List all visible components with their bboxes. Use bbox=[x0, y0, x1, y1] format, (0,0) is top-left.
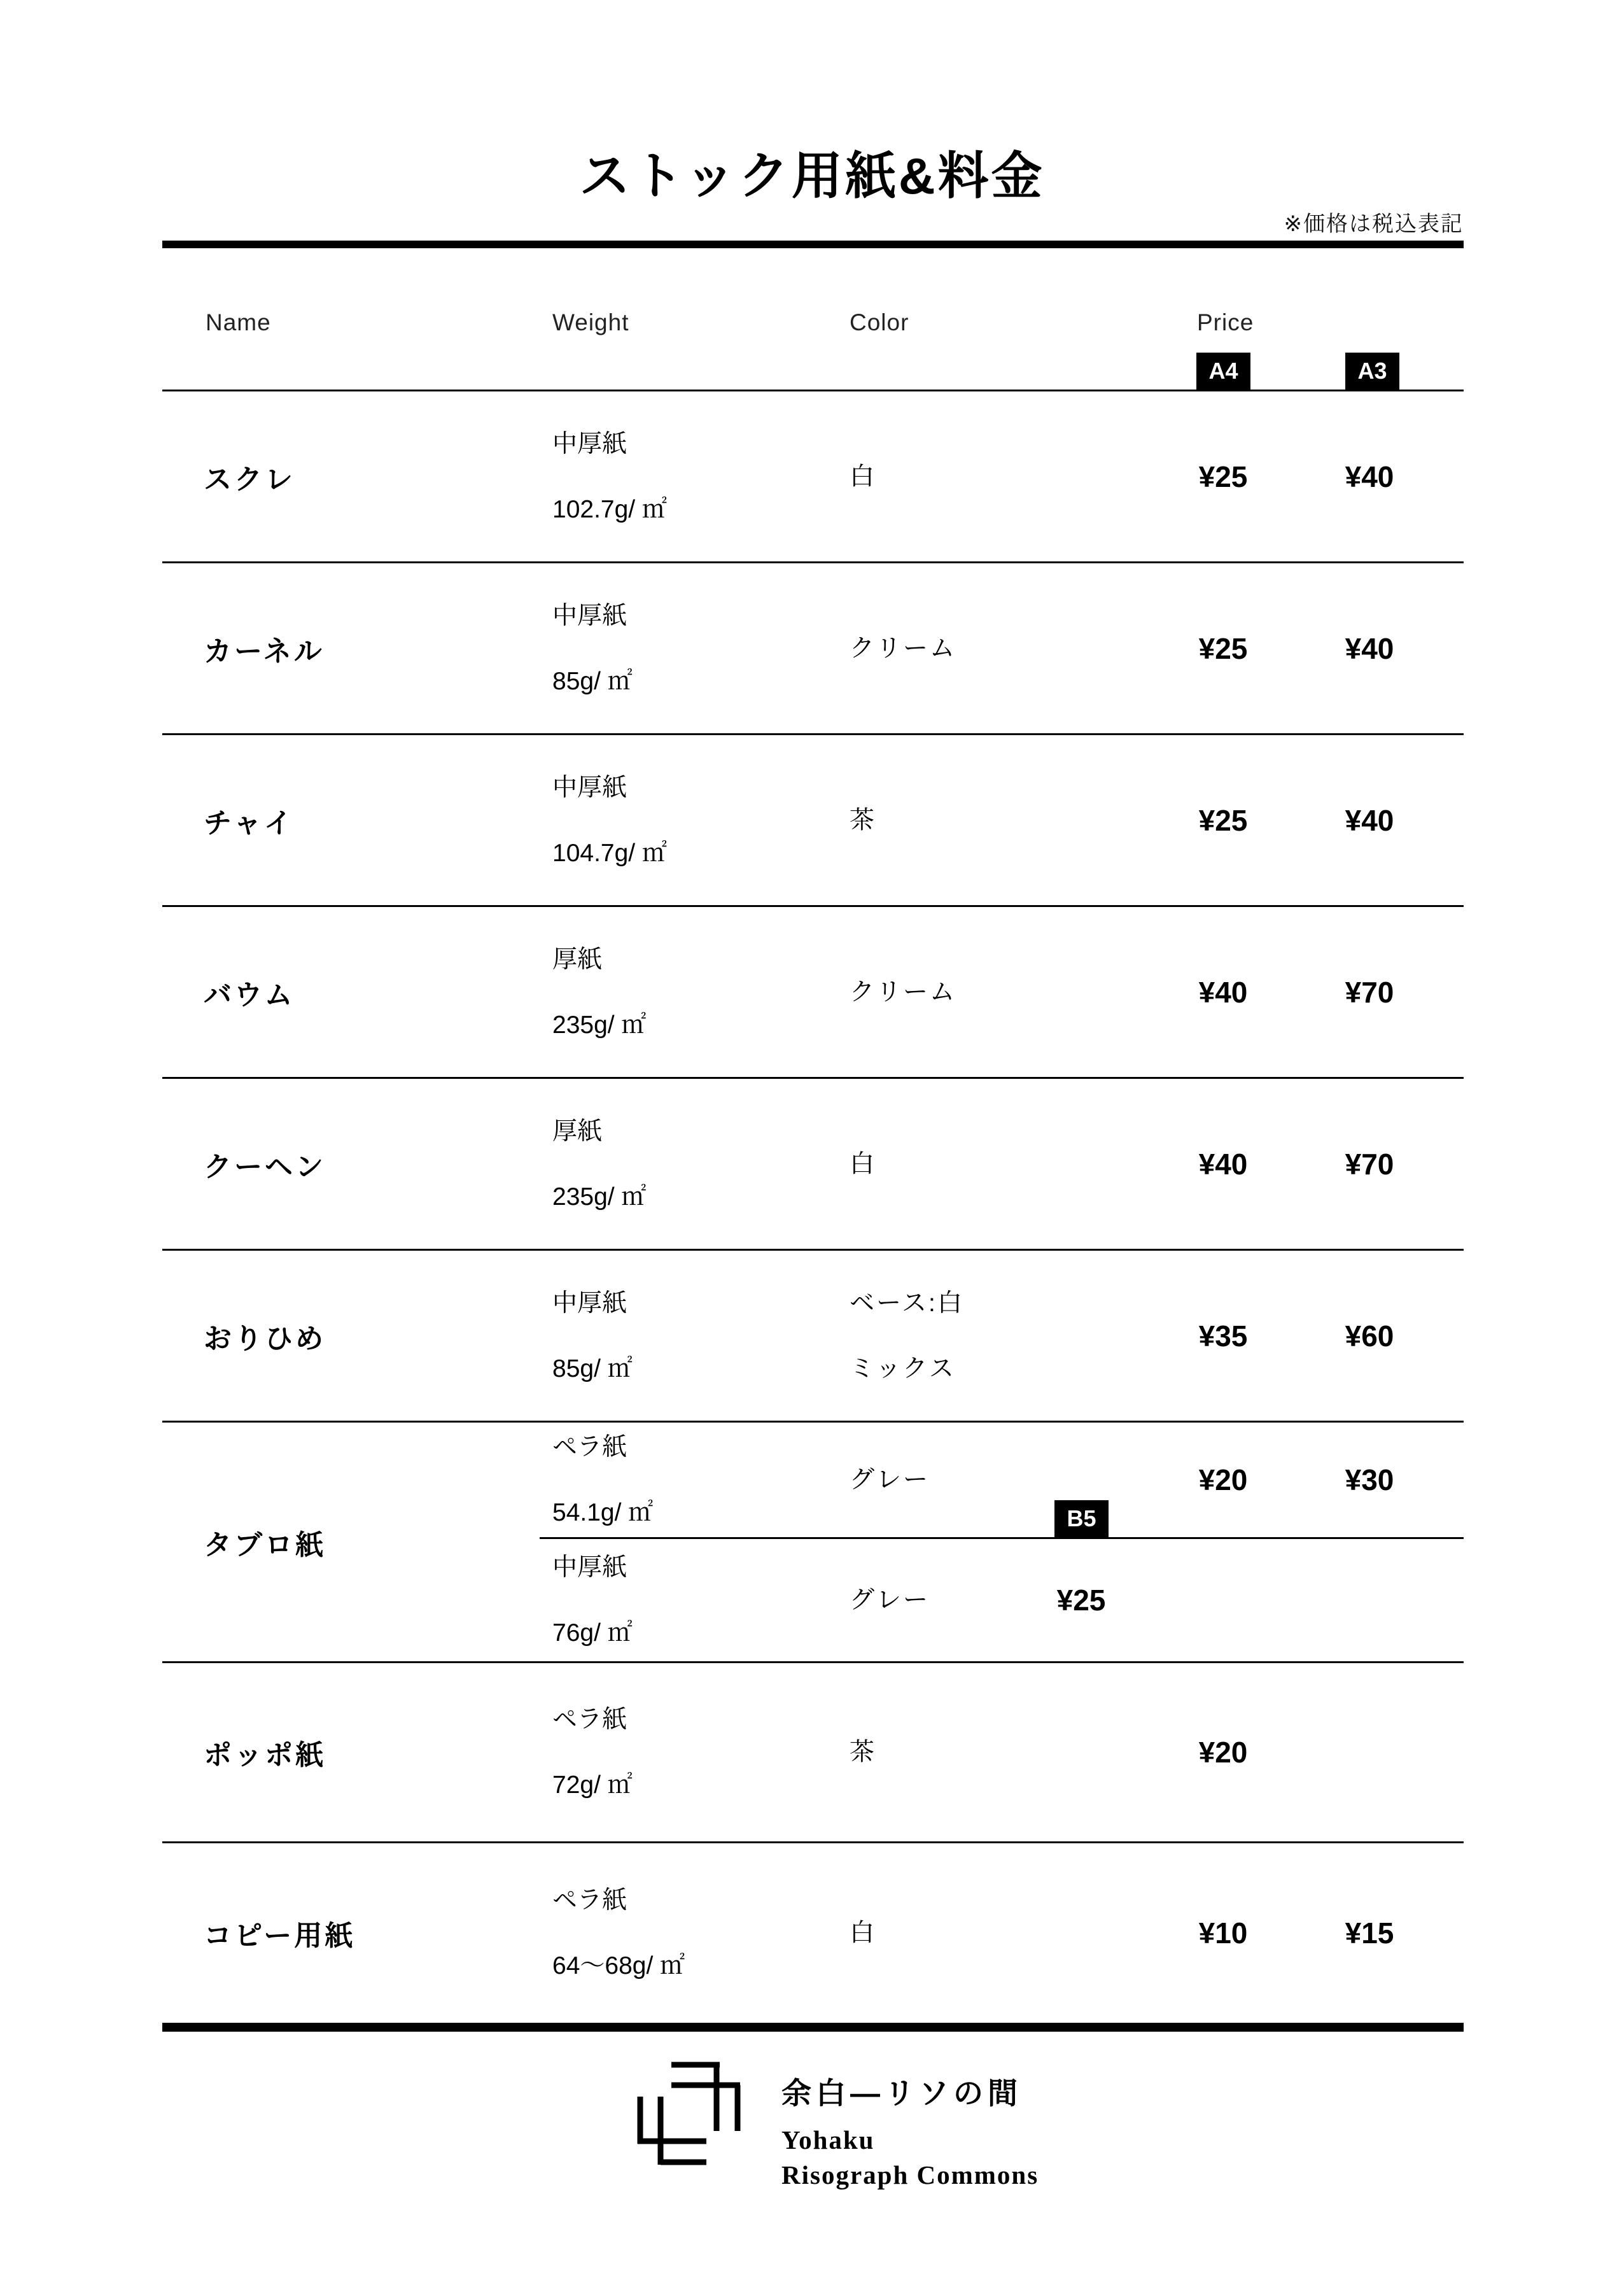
color-cell bbox=[850, 1468, 930, 1493]
table-row bbox=[162, 1663, 1464, 1843]
weight-value: 85g/ ㎡ bbox=[552, 667, 633, 695]
color-value: 白 bbox=[850, 1919, 877, 1947]
weight-type: ペラ紙 bbox=[552, 1706, 627, 1733]
weight-type: ペラ紙 bbox=[552, 1433, 627, 1461]
paper-name: タブロ紙 bbox=[204, 1529, 326, 1561]
weight-cell bbox=[552, 1555, 633, 1645]
color-cell bbox=[850, 1588, 930, 1613]
footer-logo bbox=[636, 2061, 1120, 2207]
table-row bbox=[162, 563, 1464, 735]
price-a4: ¥25 bbox=[1198, 803, 1248, 837]
price-a3: ¥60 bbox=[1345, 1319, 1394, 1353]
table-row bbox=[162, 735, 1464, 907]
color-value: クリーム bbox=[850, 978, 957, 1006]
weight-value: 102.7g/ ㎡ bbox=[552, 495, 667, 523]
yohaku-logo-mark-icon bbox=[636, 2061, 743, 2168]
column-header-price: Price bbox=[1197, 309, 1254, 335]
paper-name: クーヘン bbox=[204, 1151, 326, 1183]
weight-type: 中厚紙 bbox=[552, 601, 627, 629]
price-a4: ¥40 bbox=[1198, 975, 1248, 1009]
weight-cell bbox=[552, 1291, 633, 1381]
paper-name: コピー用紙 bbox=[204, 1920, 356, 1951]
weight-value: 235g/ ㎡ bbox=[552, 1011, 647, 1039]
color-cell bbox=[850, 1151, 876, 1176]
price-a3: ¥40 bbox=[1345, 460, 1394, 493]
weight-type: 中厚紙 bbox=[552, 773, 627, 801]
footer-logo-text bbox=[781, 2070, 1039, 2193]
price-a4: ¥40 bbox=[1198, 1147, 1248, 1181]
price-a3: ¥70 bbox=[1345, 1147, 1394, 1181]
color-cell bbox=[850, 464, 876, 489]
weight-type: 中厚紙 bbox=[552, 1554, 627, 1581]
column-header-name: Name bbox=[206, 309, 271, 335]
table-row bbox=[162, 1079, 1464, 1251]
weight-type: 中厚紙 bbox=[552, 430, 627, 458]
logo-title-en bbox=[781, 2123, 1039, 2193]
tablo-subrow-a bbox=[162, 1423, 1464, 1537]
price-a4: ¥20 bbox=[1198, 1463, 1248, 1496]
column-header-color: Color bbox=[850, 309, 909, 335]
column-header-weight: Weight bbox=[552, 309, 629, 335]
price-a4: ¥25 bbox=[1198, 460, 1248, 493]
weight-cell bbox=[552, 1435, 653, 1525]
weight-type: 厚紙 bbox=[552, 1117, 603, 1145]
size-badge-a4: A4 bbox=[1196, 353, 1250, 390]
page-title: ストック用紙&料金 bbox=[579, 148, 1045, 204]
table-row bbox=[162, 1251, 1464, 1423]
logo-en-line2: Risograph Commons bbox=[781, 2160, 1039, 2190]
price-a4: ¥20 bbox=[1198, 1736, 1248, 1769]
logo-en-line1: Yohaku bbox=[781, 2125, 875, 2155]
paper-name: カーネル bbox=[204, 635, 325, 667]
color-cell bbox=[850, 636, 956, 661]
color-cell bbox=[850, 1921, 876, 1946]
table-top-rule bbox=[162, 241, 1464, 248]
size-badge-b5: B5 bbox=[1054, 1500, 1109, 1537]
paper-name: おりひめ bbox=[204, 1323, 326, 1354]
weight-value: 72g/ ㎡ bbox=[552, 1771, 633, 1799]
weight-cell bbox=[552, 1119, 646, 1209]
weight-value: 85g/ ㎡ bbox=[552, 1354, 633, 1382]
price-a4: ¥10 bbox=[1198, 1916, 1248, 1950]
weight-value: 235g/ ㎡ bbox=[552, 1183, 647, 1211]
paper-name: チャイ bbox=[204, 807, 295, 839]
paper-name: ポッポ紙 bbox=[204, 1740, 326, 1771]
color-cell bbox=[850, 1740, 876, 1765]
weight-cell bbox=[552, 432, 667, 522]
price-a3: ¥40 bbox=[1345, 631, 1394, 665]
weight-type: 中厚紙 bbox=[552, 1289, 627, 1317]
color-cell bbox=[850, 1291, 964, 1381]
table-row bbox=[162, 907, 1464, 1079]
price-a3: ¥40 bbox=[1345, 803, 1394, 837]
color-value: クリーム bbox=[850, 635, 957, 662]
color-value: グレー bbox=[850, 1586, 930, 1614]
color-cell bbox=[850, 980, 956, 1004]
tax-included-note: ※価格は税込表記 bbox=[1284, 212, 1464, 236]
size-badge-a3: A3 bbox=[1345, 353, 1399, 390]
weight-value: 104.7g/ ㎡ bbox=[552, 839, 667, 867]
paper-name: バウム bbox=[204, 979, 295, 1011]
price-a4: ¥35 bbox=[1198, 1319, 1248, 1353]
price-a3: ¥30 bbox=[1345, 1463, 1394, 1496]
weight-cell bbox=[552, 775, 667, 866]
weight-cell bbox=[552, 1707, 633, 1797]
weight-value: 64〜68g/ ㎡ bbox=[552, 1952, 685, 1979]
weight-cell bbox=[552, 947, 646, 1037]
price-table bbox=[162, 241, 1464, 2032]
logo-title-jp: 余白―リソの間 bbox=[781, 2076, 1022, 2110]
table-row bbox=[162, 1843, 1464, 2023]
weight-type: ペラ紙 bbox=[552, 1887, 627, 1914]
tablo-subrow-b bbox=[162, 1539, 1464, 1661]
weight-cell bbox=[552, 1888, 685, 1978]
color-value: 茶 bbox=[850, 806, 877, 834]
color-cell bbox=[850, 808, 876, 833]
paper-name: スクレ bbox=[204, 463, 295, 495]
weight-type: 厚紙 bbox=[552, 945, 603, 973]
price-b5: ¥25 bbox=[1056, 1584, 1106, 1617]
table-row bbox=[162, 391, 1464, 563]
weight-value: 76g/ ㎡ bbox=[552, 1619, 633, 1647]
weight-value: 54.1g/ ㎡ bbox=[552, 1499, 654, 1526]
table-bottom-rule bbox=[162, 2023, 1464, 2032]
price-a4: ¥25 bbox=[1198, 631, 1248, 665]
price-a3: ¥70 bbox=[1345, 975, 1394, 1009]
color-value: 茶 bbox=[850, 1738, 877, 1766]
color-value: ベース:白 bbox=[850, 1289, 964, 1317]
color-sub-value: ミックス bbox=[850, 1354, 956, 1382]
price-a3: ¥15 bbox=[1345, 1916, 1394, 1950]
table-header-row bbox=[162, 248, 1464, 391]
color-value: 白 bbox=[850, 463, 877, 490]
table-row-tablo bbox=[162, 1423, 1464, 1663]
color-value: グレー bbox=[850, 1466, 930, 1494]
color-value: 白 bbox=[850, 1150, 877, 1178]
weight-cell bbox=[552, 603, 633, 694]
